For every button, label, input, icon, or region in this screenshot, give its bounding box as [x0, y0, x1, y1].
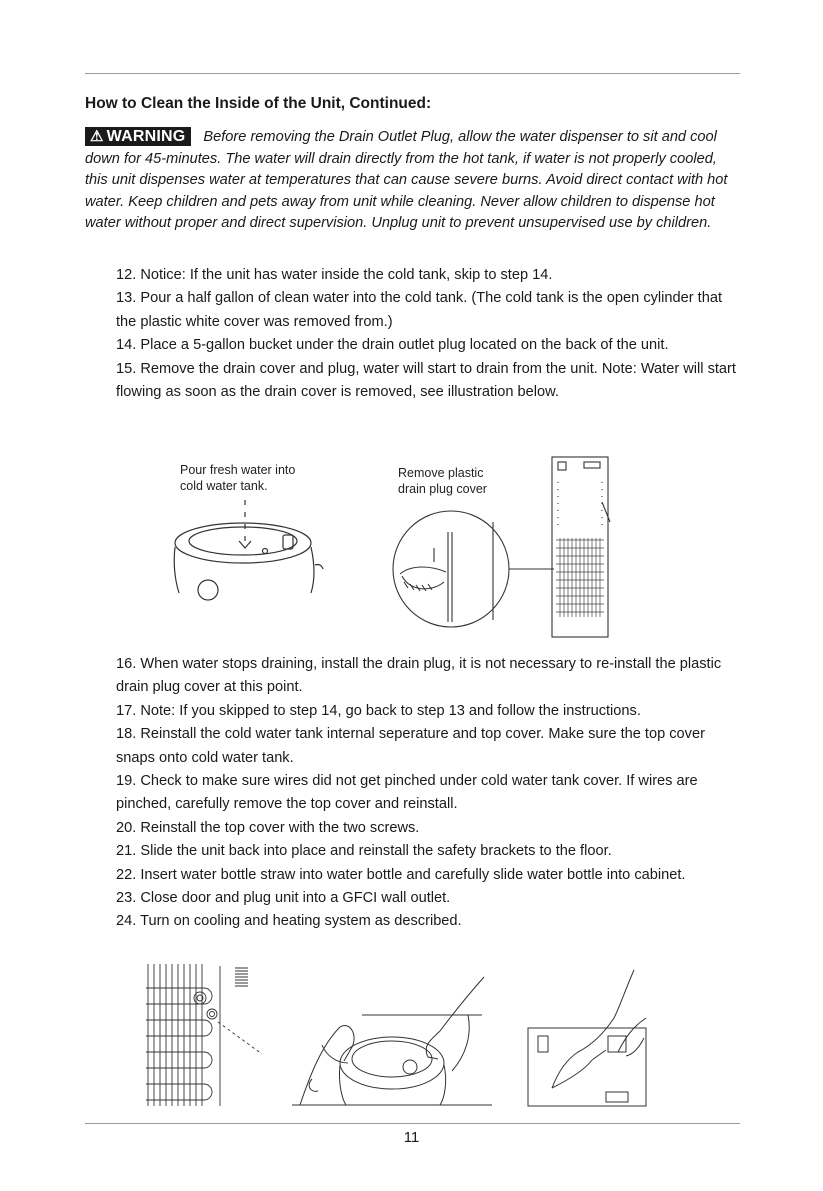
steps-list-2	[116, 653, 736, 934]
step-item: 12. Notice: If the unit has water inside the cold tank, skip to step 14.	[116, 267, 553, 283]
step-item: 18. Reinstall the cold water tank internal seperature and top cover. Make sure the top cover snaps onto cold water tank.	[116, 726, 705, 766]
steps-list-1	[116, 264, 736, 404]
warning-block	[85, 127, 735, 235]
caption-line: Remove plastic	[398, 466, 484, 480]
warning-triangle-icon: ⚠	[90, 128, 104, 145]
tank-cover-hands-illustration	[292, 975, 492, 1107]
top-cover-hands-illustration	[522, 968, 652, 1108]
step-item: 14. Place a 5-gallon bucket under the drain outlet plug located on the back of the unit.	[116, 337, 669, 354]
step-item: 21. Slide the unit back into place and reinstall the safety brackets to the floor.	[116, 843, 612, 860]
step-item: 16. When water stops draining, install the drain plug, it is not necessary to re-install the plastic drain plug cover at this point.	[116, 656, 722, 696]
step-item: 17. Note: If you skipped to step 14, go back to step 13 and follow the instructions.	[116, 702, 641, 719]
caption-line: Pour fresh water into	[180, 463, 296, 477]
drain-detail-illustration	[388, 452, 633, 642]
pour-water-caption	[180, 462, 295, 494]
step-item: 23. Close door and plug unit into a GFCI wall outlet.	[116, 890, 451, 907]
bottom-rule	[85, 1123, 740, 1124]
step-item: 24. Turn on cooling and heating system as described.	[116, 913, 462, 930]
step-item: 22. Insert water bottle straw into water bottle and carefully slide water bottle into cabinet.	[116, 866, 686, 883]
step-item: 15. Remove the drain cover and plug, water will start to drain from the unit. Note: Water will start flowing as soon as the drain cover is removed, see illustration below.	[116, 360, 736, 401]
step-item: 20. Reinstall the top cover with the two screws.	[116, 819, 420, 836]
top-rule	[85, 73, 740, 74]
warning-text: Before removing the Drain Outlet Plug, allow the water dispenser to sit and cool down for 45-minutes. The water will drain directly from the hot tank, if water is not properly cooled, this unit dispenses water at temperatures that can cause severe burns. Avoid direct contact with hot water. Keep children and pets away from unit while cleaning. Never allow children to dispense hot water without proper and direct supervision. Unplug unit to prevent unsupervised use by children.	[85, 129, 728, 231]
section-heading: How to Clean the Inside of the Unit, Continued:	[85, 95, 432, 112]
step-item: 13. Pour a half gallon of clean water into the cold tank. (The cold tank is the open cylinder that the plastic white cover was removed from.)	[116, 290, 723, 330]
step-item: 19. Check to make sure wires did not get pinched under cold water tank cover. If wires are pinched, carefully remove the top cover and reinstall.	[116, 773, 698, 813]
cold-tank-illustration	[165, 495, 335, 595]
coil-screws-illustration	[140, 962, 270, 1108]
caption-line: cold water tank.	[180, 479, 268, 493]
warning-badge-label: WARNING	[106, 128, 186, 145]
page-number: 11	[403, 1129, 420, 1146]
warning-badge	[85, 127, 191, 146]
caption-line: drain plug cover	[398, 482, 487, 496]
